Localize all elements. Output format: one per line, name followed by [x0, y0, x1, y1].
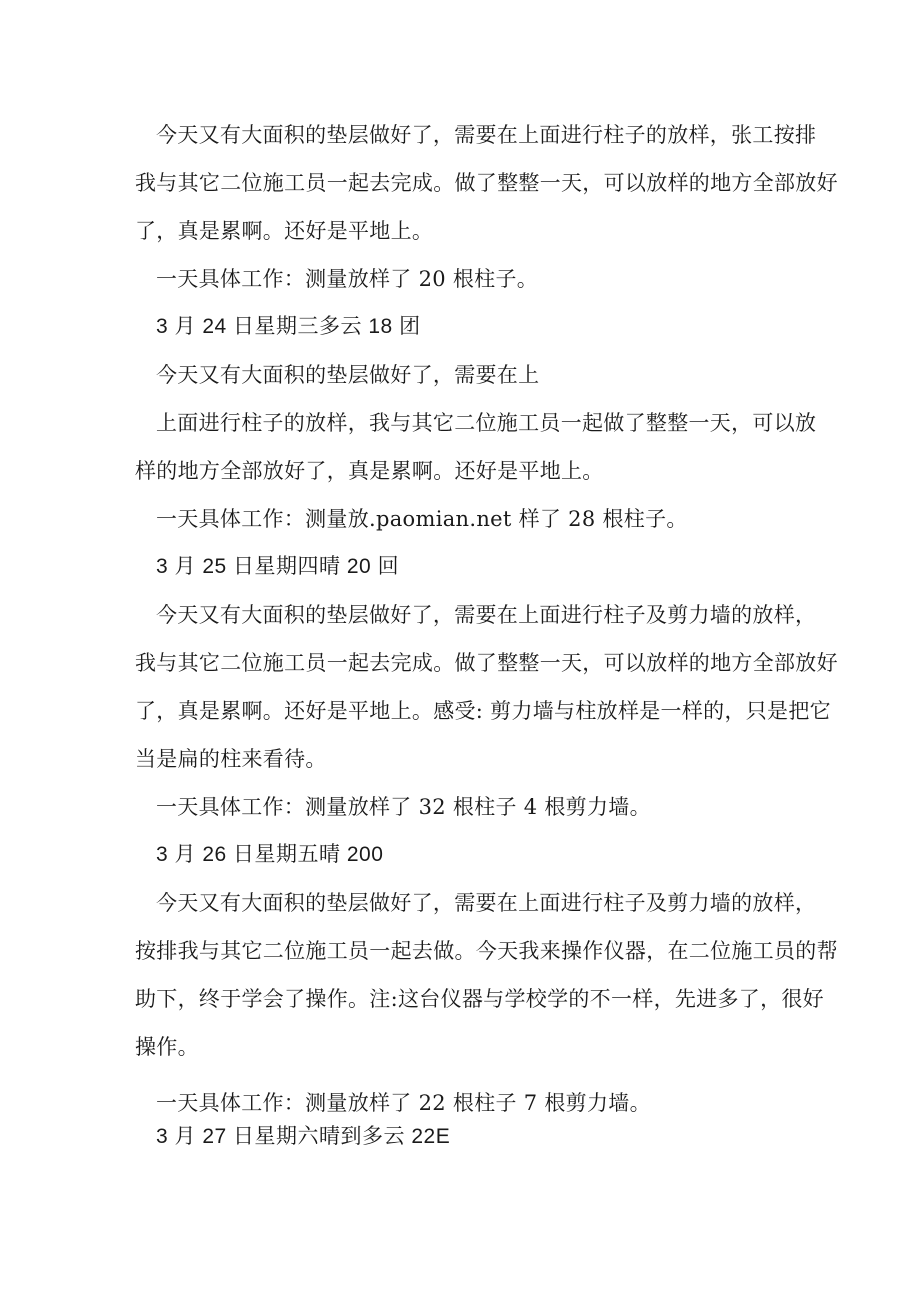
paragraph-line: 我与其它二位施工员一起去完成。做了整整一天，可以放样的地方全部放好 — [135, 171, 838, 195]
paragraph-line: 今天又有大面积的垫层做好了，需要在上面进行柱子的放样，张工按排 — [156, 123, 817, 147]
diary-date-heading: 3 月 24 日星期三多云 18 团 — [156, 315, 421, 338]
work-summary: 一天具体工作：测量放样了 20 根柱子。 — [156, 267, 539, 291]
paragraph-line: 今天又有大面积的垫层做好了，需要在上面进行柱子及剪力墙的放样， — [156, 891, 817, 915]
paragraph-line: 助下，终于学会了操作。注:这台仪器与学校学的不一样，先进多了，很好 — [135, 987, 824, 1011]
diary-date-heading: 3 月 26 日星期五晴 200 — [156, 843, 384, 866]
paragraph-line: 了，真是累啊。还好是平地上。感受: 剪力墙与柱放样是一样的，只是把它 — [135, 699, 831, 723]
paragraph-line: 当是扁的柱来看待。 — [135, 747, 327, 771]
paragraph-line: 上面进行柱子的放样，我与其它二位施工员一起做了整整一天，可以放 — [156, 411, 817, 435]
paragraph-line: 今天又有大面积的垫层做好了，需要在上面进行柱子及剪力墙的放样， — [156, 603, 817, 627]
paragraph-line: 了，真是累啊。还好是平地上。 — [135, 219, 434, 243]
paragraph-line: 按排我与其它二位施工员一起去做。今天我来操作仪器，在二位施工员的帮 — [135, 939, 838, 963]
diary-date-heading: 3 月 25 日星期四晴 20 回 — [156, 555, 400, 578]
diary-date-heading: 3 月 27 日星期六晴到多云 22E — [156, 1125, 451, 1148]
paragraph-line: 我与其它二位施工员一起去完成。做了整整一天，可以放样的地方全部放好 — [135, 651, 838, 675]
paragraph-line: 样的地方全部放好了，真是累啊。还好是平地上。 — [135, 459, 604, 483]
paragraph-line: 今天又有大面积的垫层做好了，需要在上 — [156, 363, 540, 387]
paragraph-line: 操作。 — [135, 1035, 199, 1059]
work-summary: 一天具体工作：测量放样了 32 根柱子 4 根剪力墙。 — [156, 795, 651, 819]
work-summary: 一天具体工作：测量放样了 22 根柱子 7 根剪力墙。 — [156, 1091, 651, 1115]
work-summary: 一天具体工作：测量放.paomian.net 样了 28 根柱子。 — [156, 507, 688, 531]
